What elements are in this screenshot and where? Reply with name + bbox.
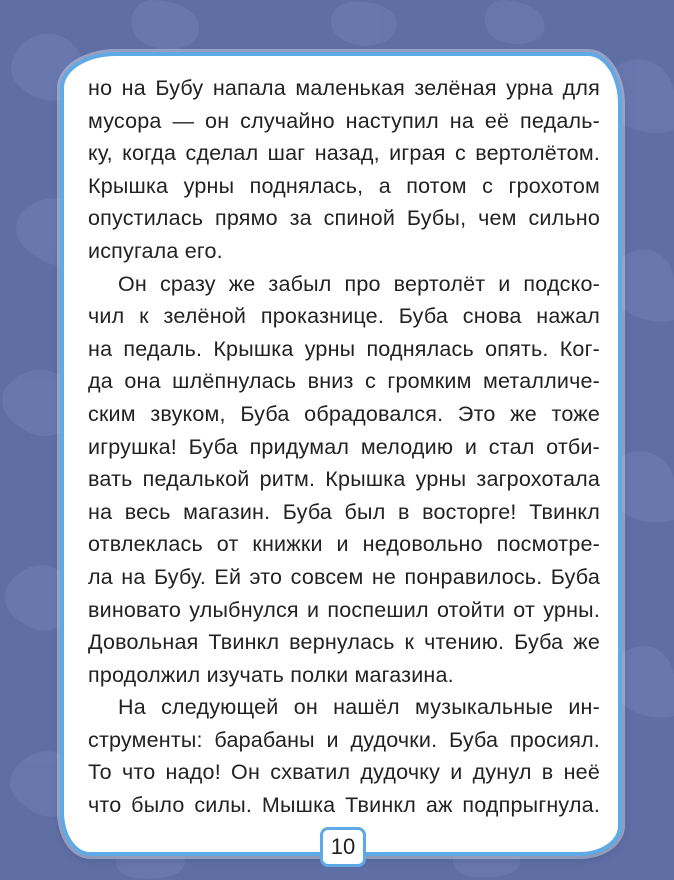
text-line: на педаль. Крышка урны поднялась опять. Ког- <box>88 336 600 361</box>
page-number: 10 <box>320 827 366 867</box>
story-text <box>88 72 600 822</box>
text-line: ским звуком, Буба обрадовался. Это же тоже <box>88 401 600 426</box>
text-line: но на Бубу напала маленькая зелёная урна для <box>88 76 600 100</box>
text-line: испугала его. <box>88 238 223 263</box>
text-line: ку, когда сделал шаг назад, играя с вертолётом. <box>88 141 600 166</box>
text-line: Довольная Твинкл вернулась к чтению. Буба же <box>88 630 600 655</box>
paragraph-3 <box>88 691 600 821</box>
text-line: что было силы. Мышка Твинкл аж подпрыгнула. <box>88 793 600 818</box>
text-line: на весь магазин. Буба был в восторге! Твинкл <box>88 499 600 524</box>
text-line: Он сразу же забыл про вертолёт и подско- <box>118 271 600 296</box>
text-line: виновато улыбнулся и поспешил отойти от урны. <box>88 597 600 622</box>
text-line: То что надо! Он схватил дудочку и дунул в неё <box>88 760 600 785</box>
text-line: отвлеклась от книжки и недовольно посмотре- <box>88 532 600 557</box>
paragraph-2 <box>88 268 600 692</box>
text-line: мусора — он случайно наступил на её педаль- <box>88 108 600 133</box>
text-line: Крышка урны поднялась, а потом с грохотом <box>88 173 600 198</box>
text-line: игрушка! Буба придумал мелодию и стал отби- <box>88 434 600 459</box>
text-line: струменты: барабаны и дудочки. Буба просиял. <box>88 727 600 752</box>
text-line: На следующей он нашёл музыкальные ин- <box>118 695 600 720</box>
text-line: опустилась прямо за спиной Бубы, чем сильно <box>88 206 600 231</box>
text-line: да она шлёпнулась вниз с громким металличе- <box>88 369 600 394</box>
text-line: вать педалькой ритм. Крышка урны загрохотала <box>88 467 600 492</box>
text-line: чил к зелёной проказнице. Буба снова нажал <box>88 304 600 329</box>
text-line: ла на Бубу. Ей это совсем не понравилось. Буба <box>88 564 600 589</box>
paragraph-1 <box>88 72 600 268</box>
text-line: продолжил изучать полки магазина. <box>88 662 454 687</box>
